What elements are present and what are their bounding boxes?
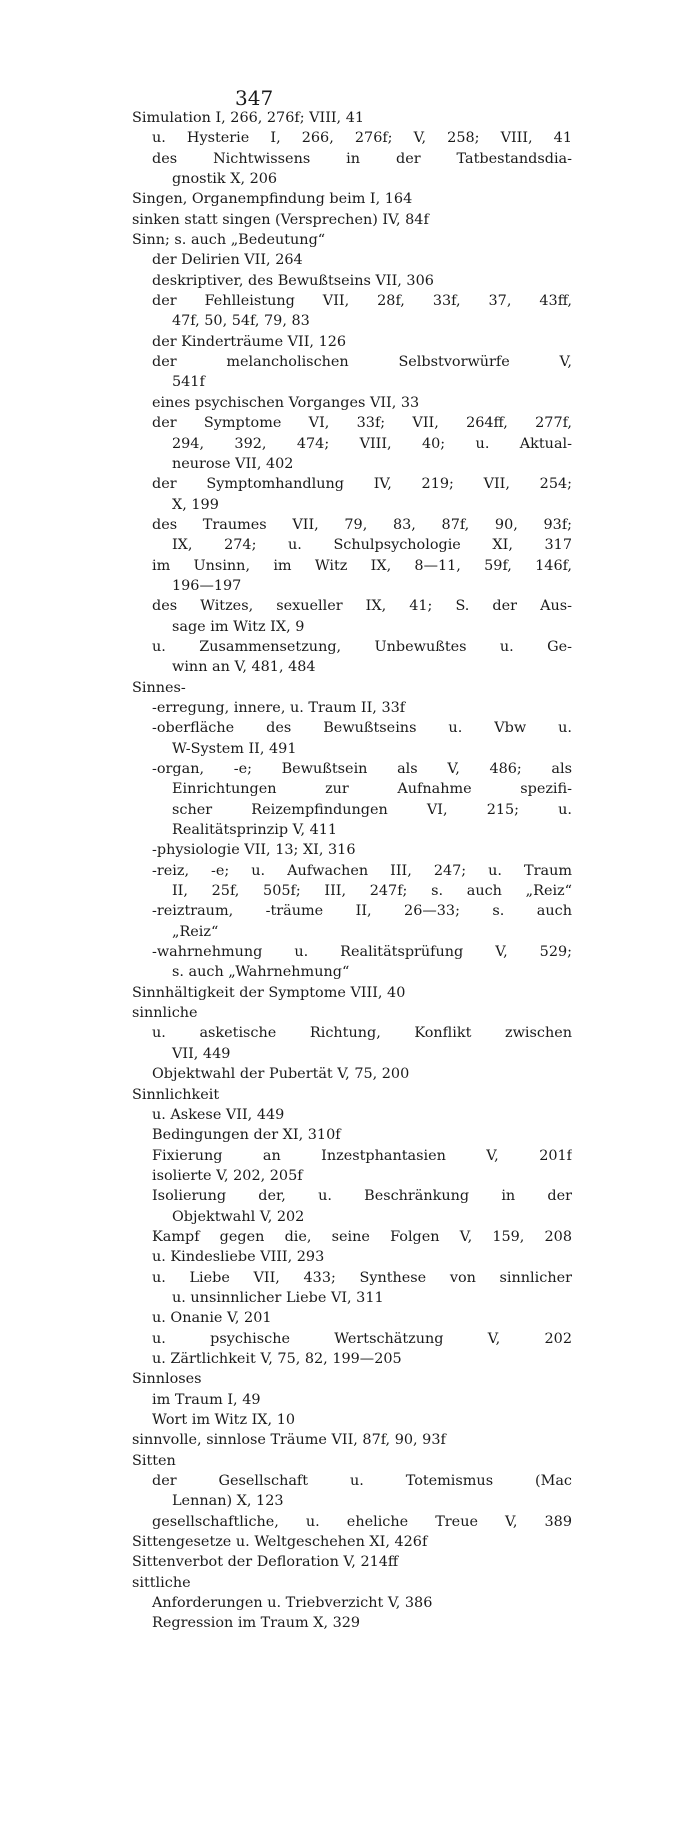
index-line: 541f <box>172 374 205 391</box>
index-line: -reiz, -e; u. Aufwachen III, 247; u. Traum <box>152 862 572 879</box>
index-line: der Delirien VII, 264 <box>152 252 303 269</box>
index-line: VII, 449 <box>172 1045 231 1062</box>
index-line: u. Hysterie I, 266, 276f; V, 258; VIII, 41 <box>152 130 572 147</box>
index-line: Simulation I, 266, 276f; VIII, 41 <box>132 110 365 126</box>
index-line: 47f, 50, 54f, 79, 83 <box>172 313 310 330</box>
index-line: der melancholischen Selbstvorwürfe V, <box>152 354 572 371</box>
index-line: u. unsinnlicher Liebe VI, 311 <box>172 1289 384 1306</box>
index-line: gnostik X, 206 <box>172 171 278 188</box>
index-line: 196—197 <box>172 577 242 594</box>
index-line: Sinnhältigkeit der Symptome VIII, 40 <box>132 984 406 1001</box>
index-line: Sittenverbot der Defloration V, 214ff <box>132 1554 399 1571</box>
index-line: u. Liebe VII, 433; Synthese von sinnlicher <box>152 1269 572 1286</box>
index-line: sinnvolle, sinnlose Träume VII, 87f, 90, 93f <box>132 1432 446 1449</box>
index-line: -organ, -e; Bewußtsein als V, 486; als <box>152 761 572 777</box>
index-line: Sittengesetze u. Weltgeschehen XI, 426f <box>132 1534 428 1551</box>
index-line: Objektwahl der Pubertät V, 75, 200 <box>152 1066 410 1083</box>
index-line: u. asketische Richtung, Konflikt zwischen <box>152 1025 572 1042</box>
index-line: neurose VII, 402 <box>172 455 294 472</box>
index-line: Realitätsprinzip V, 411 <box>172 822 338 839</box>
index-line: der Symptomhandlung IV, 219; VII, 254; <box>152 476 572 493</box>
index-line: u. psychische Wertschätzung V, 202 <box>152 1330 572 1347</box>
index-entries <box>132 108 572 1634</box>
index-line: des Witzes, sexueller IX, 41; S. der Aus- <box>152 598 572 615</box>
index-line: II, 25f, 505f; III, 247f; s. auch „Reiz“ <box>172 883 572 900</box>
index-line: sage im Witz IX, 9 <box>172 618 305 635</box>
index-line: Objektwahl V, 202 <box>172 1208 305 1225</box>
index-line: der Gesellschaft u. Totemismus (Mac <box>152 1473 572 1490</box>
index-line: u. Kindesliebe VIII, 293 <box>152 1249 325 1266</box>
index-line: der Kinderträume VII, 126 <box>152 333 347 350</box>
index-line: Sinnloses <box>132 1371 202 1388</box>
index-line: -physiologie VII, 13; XI, 316 <box>152 842 356 859</box>
page-number: 347 <box>235 86 274 110</box>
index-line: isolierte V, 202, 205f <box>152 1167 303 1184</box>
index-line: Sitten <box>132 1452 176 1469</box>
index-line: u. Zusammensetzung, Unbewußtes u. Ge- <box>152 638 572 655</box>
index-line: „Reiz“ <box>172 923 219 940</box>
index-line: u. Zärtlichkeit V, 75, 82, 199—205 <box>152 1350 402 1367</box>
index-line: gesellschaftliche, u. eheliche Treue V, 389 <box>152 1513 572 1530</box>
index-line: sittliche <box>132 1574 191 1591</box>
index-line: eines psychischen Vorganges VII, 33 <box>152 394 420 411</box>
index-line: winn an V, 481, 484 <box>172 659 316 676</box>
index-line: X, 199 <box>172 496 219 513</box>
index-line: Isolierung der, u. Beschränkung in der <box>152 1188 572 1205</box>
index-line: der Symptome VI, 33f; VII, 264ff, 277f, <box>152 415 572 432</box>
index-line: Wort im Witz IX, 10 <box>152 1412 296 1428</box>
index-line: im Traum I, 49 <box>152 1391 261 1408</box>
index-line: Einrichtungen zur Aufnahme spezifi- <box>172 781 572 798</box>
index-line: sinken statt singen (Versprechen) IV, 84f <box>132 211 429 228</box>
index-line: Bedingungen der XI, 310f <box>152 1127 341 1144</box>
index-line: des Nichtwissens in der Tatbestandsdia- <box>152 150 572 167</box>
index-line: sinnliche <box>132 1005 198 1022</box>
index-line: Fixierung an Inzestphantasien V, 201f <box>152 1147 572 1164</box>
index-line: der Fehlleistung VII, 28f, 33f, 37, 43ff, <box>152 293 572 310</box>
index-line: scher Reizempfindungen VI, 215; u. <box>172 801 572 818</box>
index-line: 294, 392, 474; VIII, 40; u. Aktual- <box>172 435 572 452</box>
index-line: Sinnes- <box>132 679 186 696</box>
index-line: Sinnlichkeit <box>132 1086 220 1103</box>
index-line: u. Askese VII, 449 <box>152 1106 285 1123</box>
index-line: Lennan) X, 123 <box>172 1493 284 1510</box>
index-line: im Unsinn, im Witz IX, 8—11, 59f, 146f, <box>152 557 572 574</box>
index-line: Anforderungen u. Triebverzicht V, 386 <box>152 1595 433 1612</box>
index-line: Regression im Traum X, 329 <box>152 1615 361 1632</box>
index-line: deskriptiver, des Bewußtseins VII, 306 <box>152 272 434 289</box>
index-line: Singen, Organempfindung beim I, 164 <box>132 191 413 208</box>
index-line: s. auch „Wahrnehmung“ <box>172 964 350 981</box>
index-line: W-System II, 491 <box>172 740 297 757</box>
index-line: -oberfläche des Bewußtseins u. Vbw u. <box>152 720 572 737</box>
index-line: -wahrnehmung u. Realitätsprüfung V, 529; <box>152 944 572 961</box>
index-line: des Traumes VII, 79, 83, 87f, 90, 93f; <box>152 516 572 533</box>
index-line: Kampf gegen die, seine Folgen V, 159, 208 <box>152 1228 572 1245</box>
index-line: -reiztraum, -träume II, 26—33; s. auch <box>152 903 572 920</box>
index-line: u. Onanie V, 201 <box>152 1310 272 1327</box>
index-line: Sinn; s. auch „Bedeutung“ <box>132 232 326 249</box>
index-line: -erregung, innere, u. Traum II, 33f <box>152 699 406 716</box>
index-line: IX, 274; u. Schulpsychologie XI, 317 <box>172 537 572 554</box>
